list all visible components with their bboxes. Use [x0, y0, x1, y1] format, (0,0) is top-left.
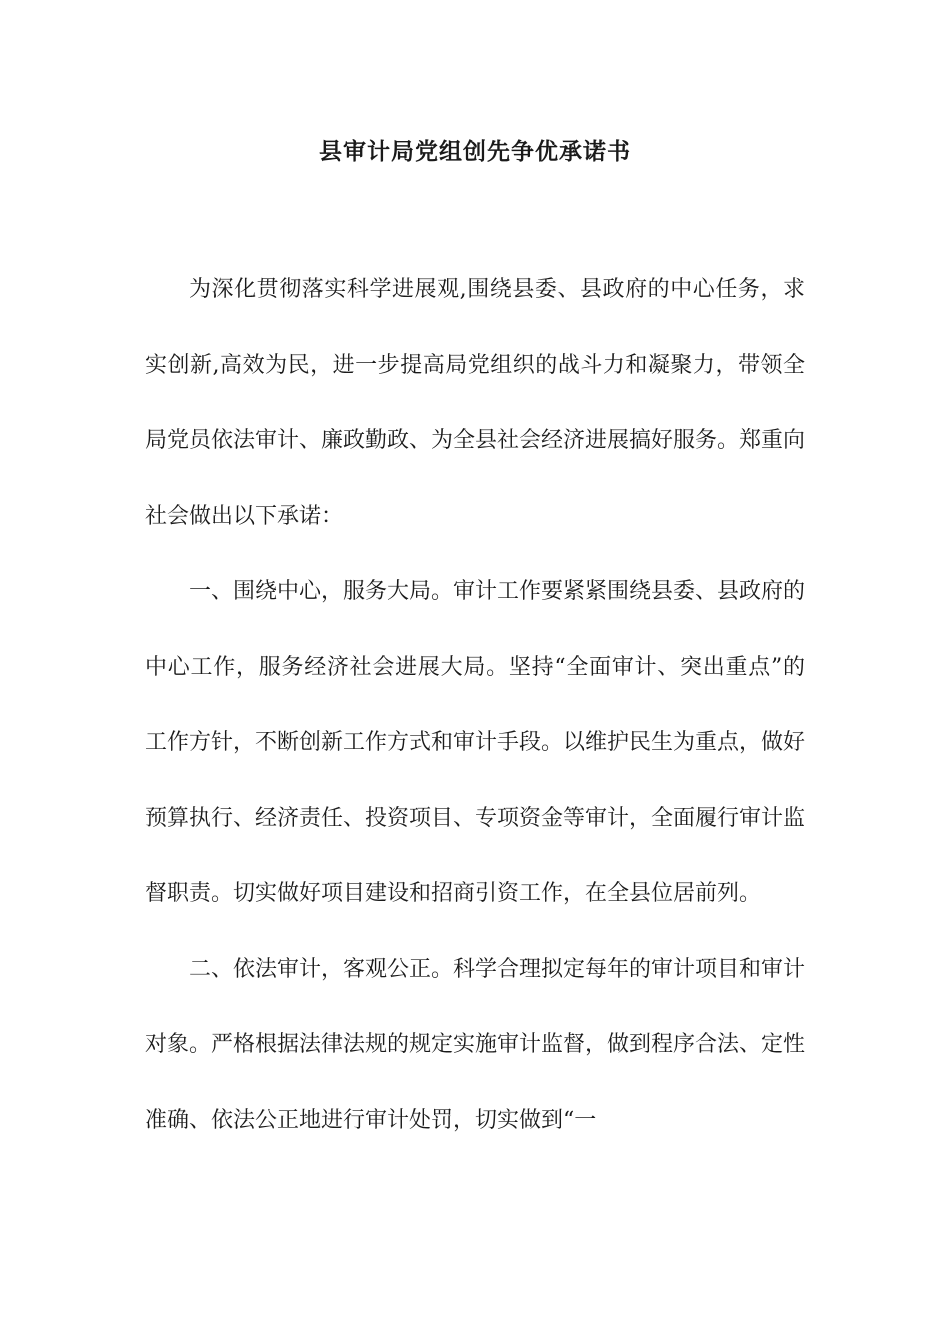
document-title: 县审计局党组创先争优承诺书: [319, 138, 631, 165]
document-body: [145, 252, 805, 1158]
paragraph-intro: 为深化贯彻落实科学进展观,围绕县委、县政府的中心任务，求实创新,高效为民，进一步提高局党组织的战斗力和凝聚力，带领全局党员依法审计、廉政勤政、为全县社会经济进展搞好服务。郑重向社会做出以下承诺：: [145, 277, 806, 529]
paragraph-commitment-1: 一、围绕中心，服务大局。审计工作要紧紧围绕县委、县政府的中心工作，服务经济社会进展大局。坚持“全面审计、突出重点”的工作方针，不断创新工作方式和审计手段。以维护民生为重点，做好预算执行、经济责任、投资项目、专项资金等审计，全面履行审计监督职责。切实做好项目建设和招商引资工作，在全县位居前列。: [145, 579, 806, 906]
paragraph-commitment-2: 二、依法审计，客观公正。科学合理拟定每年的审计项目和审计对象。严格根据法律法规的规定实施审计监督，做到程序合法、定性准确、依法公正地进行审计处罚，切实做到“一: [145, 956, 806, 1133]
